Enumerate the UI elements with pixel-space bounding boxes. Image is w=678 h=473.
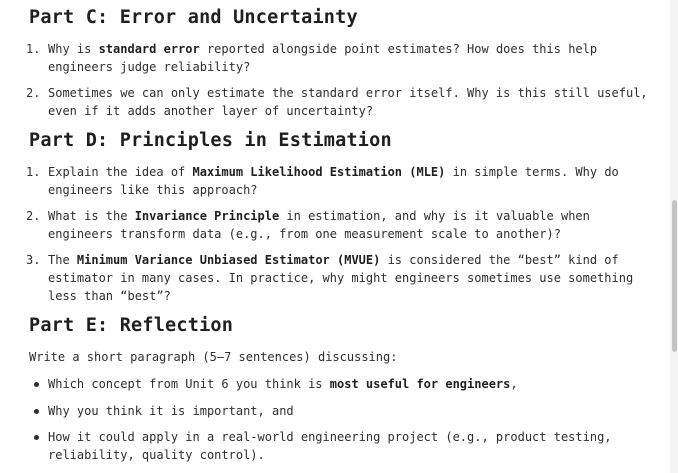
section-heading-part-d: Part D: Principles in Estimation — [29, 130, 392, 151]
item-text: in estimation, and why is it valuable when — [279, 209, 590, 223]
item-text: Which concept from Unit 6 you think is — [48, 377, 330, 391]
list-item — [26, 251, 646, 305]
list-item — [26, 207, 646, 243]
item-text: even if it adds another layer of uncertainty? — [48, 104, 374, 118]
bullet-item — [34, 428, 654, 464]
item-text: What is the — [48, 209, 135, 223]
bullet-icon — [34, 435, 39, 440]
bullet-item — [34, 375, 654, 393]
bold-term: Maximum Likelihood Estimation (MLE) — [192, 165, 446, 179]
item-text: reported alongside point estimates? How does this help — [199, 42, 598, 56]
item-text: engineers transform data (e.g., from one measurement scale to another)? — [48, 227, 561, 241]
bold-term: Minimum Variance Unbiased Estimator (MVUE) — [76, 253, 381, 267]
item-text: is considered the “best” kind of — [380, 253, 619, 267]
bullet-item — [34, 402, 654, 420]
item-text: engineers like this approach? — [48, 183, 258, 197]
item-text: , — [510, 377, 518, 391]
item-number: 1. — [26, 165, 41, 179]
item-text: less than “best”? — [48, 289, 171, 303]
item-text: Why is — [48, 42, 99, 56]
item-text: reliability, quality control). — [48, 448, 265, 462]
scrollbar-thumb[interactable] — [672, 200, 677, 352]
paragraph-intro: Write a short paragraph (5–7 sentences) discussing: — [29, 350, 398, 364]
item-number: 2. — [26, 86, 41, 100]
item-text: Explain the idea of — [48, 165, 193, 179]
item-text: Sometimes we can only estimate the standard error itself. Why is this still useful, — [48, 86, 648, 100]
bold-term: Invariance Principle — [134, 209, 280, 223]
item-number: 3. — [26, 253, 41, 267]
list-item — [26, 163, 646, 199]
section-heading-part-e: Part E: Reflection — [29, 315, 234, 336]
bullet-icon — [34, 409, 39, 414]
scrollbar[interactable] — [670, 0, 678, 473]
item-text: How it could apply in a real-world engineering project (e.g., product testing, — [48, 430, 612, 444]
item-text: in simple terms. Why do — [445, 165, 619, 179]
item-text: engineers judge reliability? — [48, 60, 251, 74]
bullet-icon — [34, 382, 39, 387]
bold-term: standard error — [98, 42, 200, 56]
item-number: 1. — [26, 42, 41, 56]
list-item — [26, 84, 646, 120]
list-item — [26, 40, 646, 76]
item-number: 2. — [26, 209, 41, 223]
bold-term: most useful for engineers — [329, 377, 511, 391]
item-text: Why you think it is important, and — [48, 404, 294, 418]
item-text: The — [48, 253, 77, 267]
section-heading-part-c: Part C: Error and Uncertainty — [29, 7, 358, 28]
item-text: estimator in many cases. In practice, why might engineers sometimes use something — [48, 271, 634, 285]
